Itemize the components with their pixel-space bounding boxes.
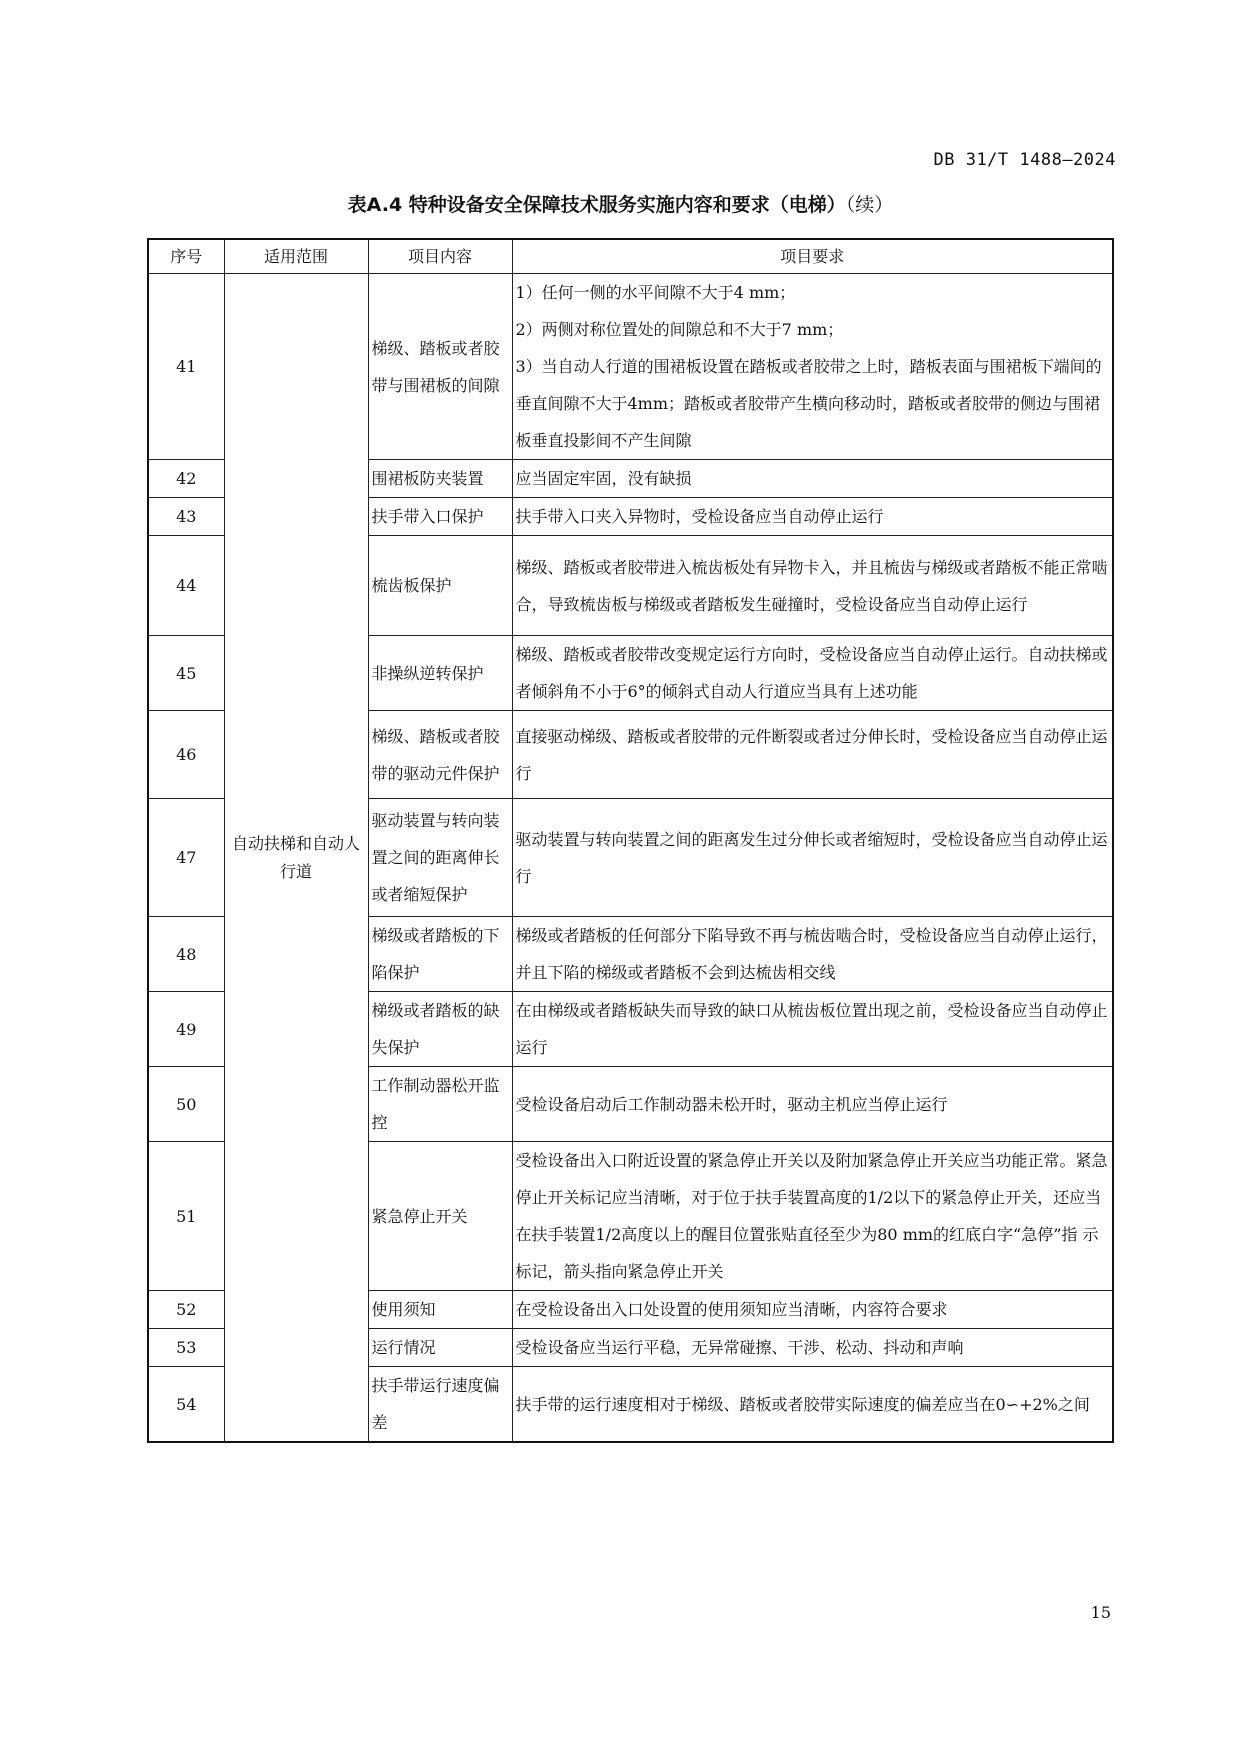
- row-number: 42: [148, 460, 224, 498]
- item-content: 梯级或者踏板的缺失保护: [368, 992, 512, 1067]
- item-requirement: [512, 799, 1113, 917]
- item-content: 梯级或者踏板的下陷保护: [368, 917, 512, 992]
- requirement-line: 应当固定牢固，没有缺损: [515, 469, 692, 488]
- row-number: 46: [148, 711, 224, 799]
- page-number: 15: [1090, 1603, 1111, 1622]
- item-content: 梯级、踏板或者胶带与围裙板的间隙: [368, 274, 512, 460]
- item-requirement: [512, 992, 1113, 1067]
- item-content: 使用须知: [368, 1291, 512, 1329]
- item-requirement: [512, 917, 1113, 992]
- requirement-line: 受检设备启动后工作制动器未松开时，驱动主机应当停止运行: [515, 1094, 948, 1114]
- row-number: 49: [148, 992, 224, 1067]
- item-content: 扶手带入口保护: [368, 498, 512, 536]
- item-requirement: [512, 460, 1113, 498]
- requirement-line: 扶手带的运行速度相对于梯级、踏板或者胶带实际速度的偏差应当在0∽+2%之间: [515, 1394, 1090, 1414]
- item-requirement: [512, 498, 1113, 536]
- item-content: 驱动装置与转向装置之间的距离伸长或者缩短保护: [368, 799, 512, 917]
- item-requirement: [512, 711, 1113, 799]
- row-number: 47: [148, 799, 224, 917]
- requirement-line: 2）两侧对称位置处的间隙总和不大于7 mm；: [515, 320, 844, 339]
- applicable-scope: 自动扶梯和自动人行道: [224, 274, 368, 1443]
- column-header-no: 序号: [148, 239, 224, 274]
- requirement-line: 受检设备出入口附近设置的紧急停止开关以及附加紧急停止开关应当功能正常。紧急停止开关标记应当清晰，对于位于扶手装置高度的1/2以下的紧急停止开关，还应当在扶手装置1/2高度以上的醒目位置张贴直径至少为80 mm的红底白字“急停”指 示标记，箭头指向紧急停止开关: [515, 1151, 1108, 1281]
- item-requirement: [512, 1067, 1113, 1142]
- requirement-line: 在受检设备出入口处设置的使用须知应当清晰，内容符合要求: [515, 1300, 948, 1319]
- item-requirement: [512, 1142, 1113, 1291]
- item-content: 工作制动器松开监控: [368, 1067, 512, 1142]
- row-number: 52: [148, 1291, 224, 1329]
- item-content: 围裙板防夹装置: [368, 460, 512, 498]
- column-header-scope: 适用范围: [224, 239, 368, 274]
- item-requirement: [512, 536, 1113, 636]
- requirement-line: 梯级、踏板或者胶带改变规定运行方向时，受检设备应当自动停止运行。自动扶梯或者倾斜角不小于6°的倾斜式自动人行道应当具有上述功能: [515, 645, 1108, 701]
- item-requirement: [512, 1291, 1113, 1329]
- requirement-line: 驱动装置与转向装置之间的距离发生过分伸长或者缩短时，受检设备应当自动停止运行: [515, 829, 1108, 886]
- column-header-requirement: 项目要求: [512, 239, 1113, 274]
- column-header-item: 项目内容: [368, 239, 512, 274]
- item-content: 非操纵逆转保护: [368, 636, 512, 711]
- requirements-table: [147, 238, 1114, 1443]
- row-number: 51: [148, 1142, 224, 1291]
- item-content: 紧急停止开关: [368, 1142, 512, 1291]
- item-content: 梯级、踏板或者胶带的驱动元件保护: [368, 711, 512, 799]
- row-number: 44: [148, 536, 224, 636]
- item-requirement: [512, 636, 1113, 711]
- requirement-line: 在由梯级或者踏板缺失而导致的缺口从梳齿板位置出现之前，受检设备应当自动停止运行: [515, 1001, 1108, 1057]
- requirement-line: 1）任何一侧的水平间隙不大于4 mm；: [515, 283, 796, 302]
- row-number: 43: [148, 498, 224, 536]
- item-content: 运行情况: [368, 1329, 512, 1367]
- row-number: 48: [148, 917, 224, 992]
- item-requirement: [512, 274, 1113, 460]
- table-title: [0, 190, 1241, 217]
- item-content: 扶手带运行速度偏差: [368, 1367, 512, 1443]
- table-row: [148, 274, 1113, 460]
- row-number: 54: [148, 1367, 224, 1443]
- row-number: 45: [148, 636, 224, 711]
- item-content: 梳齿板保护: [368, 536, 512, 636]
- requirement-line: 受检设备应当运行平稳，无异常碰擦、干涉、松动、抖动和声响: [515, 1338, 964, 1357]
- row-number: 41: [148, 274, 224, 460]
- item-requirement: [512, 1367, 1113, 1443]
- table-title-text: 表A.4 特种设备安全保障技术服务实施内容和要求（电梯）: [347, 194, 846, 216]
- row-number: 53: [148, 1329, 224, 1367]
- standard-code: DB 31/T 1488—2024: [933, 150, 1116, 170]
- table-title-suffix: （续）: [845, 194, 894, 216]
- requirement-line: 扶手带入口夹入异物时，受检设备应当自动停止运行: [515, 507, 884, 526]
- requirement-line: 3）当自动人行道的围裙板设置在踏板或者胶带之上时，踏板表面与围裙板下端间的垂直间隙不大于4mm；踏板或者胶带产生横向移动时，踏板或者胶带的侧边与围裙板垂直投影间不产生间隙: [515, 357, 1102, 450]
- requirement-line: 梯级或者踏板的任何部分下陷导致不再与梳齿啮合时，受检设备应当自动停止运行，并且下陷的梯级或者踏板不会到达梳齿相交线: [515, 926, 1108, 982]
- requirement-line: 梯级、踏板或者胶带进入梳齿板处有异物卡入，并且梳齿与梯级或者踏板不能正常啮合，导致梳齿板与梯级或者踏板发生碰撞时，受检设备应当自动停止运行: [515, 557, 1108, 614]
- requirement-line: 直接驱动梯级、踏板或者胶带的元件断裂或者过分伸长时，受检设备应当自动停止运行: [515, 726, 1108, 783]
- table-header-row: [148, 239, 1113, 274]
- row-number: 50: [148, 1067, 224, 1142]
- item-requirement: [512, 1329, 1113, 1367]
